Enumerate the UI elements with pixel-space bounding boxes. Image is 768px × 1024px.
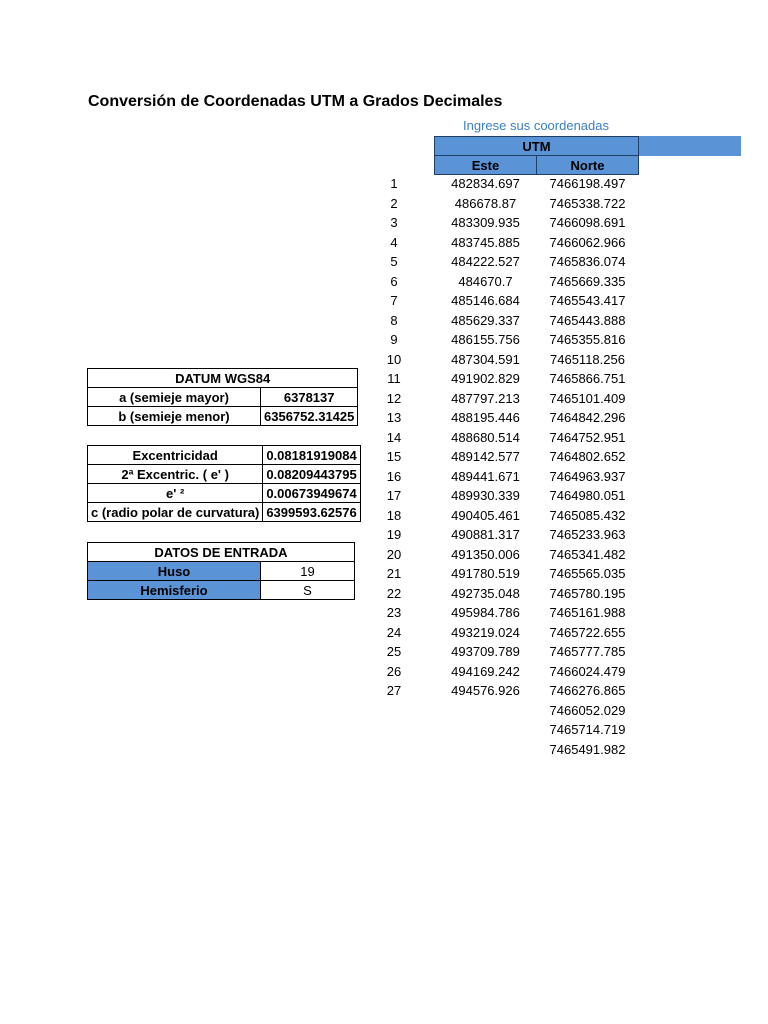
este-cell[interactable]: 494576.926 — [451, 683, 520, 698]
norte-cell[interactable]: 7465836.074 — [549, 254, 626, 269]
segunda-excentricidad-label: 2ª Excentric. ( e' ) — [88, 465, 263, 484]
hemisferio-value[interactable]: S — [261, 581, 355, 600]
norte-cell[interactable]: 7466024.479 — [549, 663, 626, 679]
norte-cell[interactable]: 7465777.785 — [549, 644, 626, 659]
row-number: 9 — [390, 332, 398, 347]
norte-cell[interactable]: 7465722.655 — [549, 624, 626, 640]
norte-cell[interactable]: 7465233.963 — [549, 527, 626, 542]
segunda-excentricidad-value[interactable]: 0.08209443795 — [263, 465, 360, 484]
row-number: 5 — [390, 254, 398, 269]
semieje-mayor-value[interactable]: 6378137 — [261, 388, 358, 407]
norte-cell[interactable]: 7464802.652 — [549, 449, 626, 464]
row-number: 16 — [386, 468, 402, 484]
este-cell[interactable]: 488680.514 — [451, 429, 520, 445]
huso-value[interactable]: 19 — [261, 562, 355, 581]
este-cell[interactable]: 493709.789 — [451, 644, 520, 659]
semieje-mayor-label: a (semieje mayor) — [88, 388, 261, 407]
input-prompt: Ingrese sus coordenadas — [463, 118, 609, 133]
norte-cell[interactable]: 7465338.722 — [549, 195, 626, 211]
este-cell[interactable]: 482834.697 — [451, 176, 520, 191]
norte-cell[interactable]: 7465101.409 — [549, 390, 626, 406]
este-cell[interactable]: 489930.339 — [451, 488, 520, 503]
row-number: 17 — [386, 488, 402, 503]
este-cell[interactable]: 489441.671 — [451, 468, 520, 484]
norte-cell[interactable]: 7465866.751 — [549, 371, 626, 386]
row-number: 24 — [386, 624, 402, 640]
norte-cell[interactable]: 7464752.951 — [549, 429, 626, 445]
hemisferio-label: Hemisferio — [88, 581, 261, 600]
column-header-norte: Norte — [536, 155, 639, 175]
este-cell[interactable]: 488195.446 — [451, 410, 520, 425]
este-cell[interactable]: 485629.337 — [451, 312, 520, 328]
este-cell[interactable]: 490405.461 — [451, 507, 520, 523]
norte-cell[interactable]: 7466276.865 — [549, 683, 626, 698]
este-cell[interactable]: 486155.756 — [451, 332, 520, 347]
huso-label: Huso — [88, 562, 261, 581]
este-cell[interactable]: 484670.7 — [458, 273, 513, 289]
column-header-este: Este — [434, 155, 537, 175]
este-cell[interactable]: 492735.048 — [451, 585, 520, 601]
semieje-menor-value[interactable]: 6356752.31425 — [261, 407, 358, 426]
row-number: 6 — [390, 273, 398, 289]
norte-cell[interactable]: 7465669.335 — [549, 273, 626, 289]
este-cell[interactable]: 491902.829 — [451, 371, 520, 386]
norte-cell[interactable]: 7464842.296 — [549, 410, 626, 425]
norte-cell[interactable]: 7465491.982 — [549, 741, 626, 757]
datos-entrada-header: DATOS DE ENTRADA — [88, 543, 355, 562]
norte-cell[interactable]: 7465085.432 — [549, 507, 626, 523]
e-prima-cuadrado-label: e' ² — [88, 484, 263, 503]
row-number: 20 — [386, 546, 402, 562]
radio-polar-label: c (radio polar de curvatura) — [88, 503, 263, 522]
row-number: 19 — [386, 527, 402, 542]
row-number: 14 — [386, 429, 402, 445]
norte-cell[interactable]: 7465443.888 — [549, 312, 626, 328]
norte-cell[interactable]: 7466098.691 — [549, 215, 626, 230]
norte-cell[interactable]: 7465118.256 — [550, 351, 625, 367]
row-number: 23 — [386, 605, 402, 620]
row-number: 3 — [390, 215, 398, 230]
norte-cell[interactable]: 7465780.195 — [549, 585, 626, 601]
row-number: 15 — [386, 449, 402, 464]
semieje-menor-label: b (semieje menor) — [88, 407, 261, 426]
row-number: 2 — [390, 195, 398, 211]
norte-cell[interactable]: 7465565.035 — [549, 566, 626, 581]
row-number: 7 — [390, 293, 398, 308]
row-number: 22 — [386, 585, 402, 601]
este-cell[interactable]: 484222.527 — [451, 254, 520, 269]
row-number: 10 — [386, 351, 402, 367]
este-cell[interactable]: 487304.591 — [451, 351, 520, 367]
e-prima-cuadrado-value[interactable]: 0.00673949674 — [263, 484, 360, 503]
este-cell[interactable]: 493219.024 — [451, 624, 520, 640]
row-number: 27 — [386, 683, 402, 698]
row-number: 8 — [390, 312, 398, 328]
row-number: 4 — [390, 234, 398, 250]
norte-cell[interactable]: 7465341.482 — [549, 546, 626, 562]
este-cell[interactable]: 485146.684 — [451, 293, 520, 308]
norte-cell[interactable]: 7465714.719 — [549, 722, 626, 737]
este-cell[interactable]: 483309.935 — [451, 215, 520, 230]
este-cell[interactable]: 491780.519 — [451, 566, 520, 581]
page-title: Conversión de Coordenadas UTM a Grados Decimales — [88, 93, 503, 110]
norte-cell[interactable]: 7464980.051 — [549, 488, 626, 503]
este-cell[interactable]: 490881.317 — [451, 527, 520, 542]
este-cell[interactable]: 487797.213 — [451, 390, 520, 406]
datum-header: DATUM WGS84 — [88, 369, 358, 388]
este-cell[interactable]: 483745.885 — [451, 234, 520, 250]
norte-cell[interactable]: 7466052.029 — [549, 702, 626, 718]
norte-cell[interactable]: 7465355.816 — [549, 332, 626, 347]
este-cell[interactable]: 491350.006 — [451, 546, 520, 562]
parameters-table — [87, 445, 361, 522]
row-number: 26 — [386, 663, 402, 679]
este-cell[interactable]: 486678.87 — [454, 195, 517, 211]
utm-header: UTM — [434, 136, 639, 155]
excentricidad-value[interactable]: 0.08181919084 — [263, 446, 360, 465]
row-number: 1 — [390, 176, 398, 191]
row-number: 13 — [386, 410, 402, 425]
norte-cell[interactable]: 7465543.417 — [549, 293, 626, 308]
norte-cell[interactable]: 7464963.937 — [549, 468, 626, 484]
row-number: 25 — [386, 644, 402, 659]
row-number: 11 — [387, 371, 401, 386]
row-number: 12 — [386, 390, 402, 406]
datos-entrada-table — [87, 542, 355, 600]
este-cell[interactable]: 489142.577 — [451, 449, 520, 464]
row-number: 18 — [386, 507, 402, 523]
este-cell[interactable]: 495984.786 — [451, 605, 520, 620]
norte-cell[interactable]: 7466062.966 — [549, 234, 626, 250]
norte-cell[interactable]: 7466198.497 — [549, 176, 626, 191]
datum-table — [87, 368, 358, 426]
row-number: 21 — [386, 566, 402, 581]
radio-polar-value[interactable]: 6399593.62576 — [263, 503, 360, 522]
norte-cell[interactable]: 7465161.988 — [549, 605, 626, 620]
excentricidad-label: Excentricidad — [88, 446, 263, 465]
este-cell[interactable]: 494169.242 — [451, 663, 520, 679]
